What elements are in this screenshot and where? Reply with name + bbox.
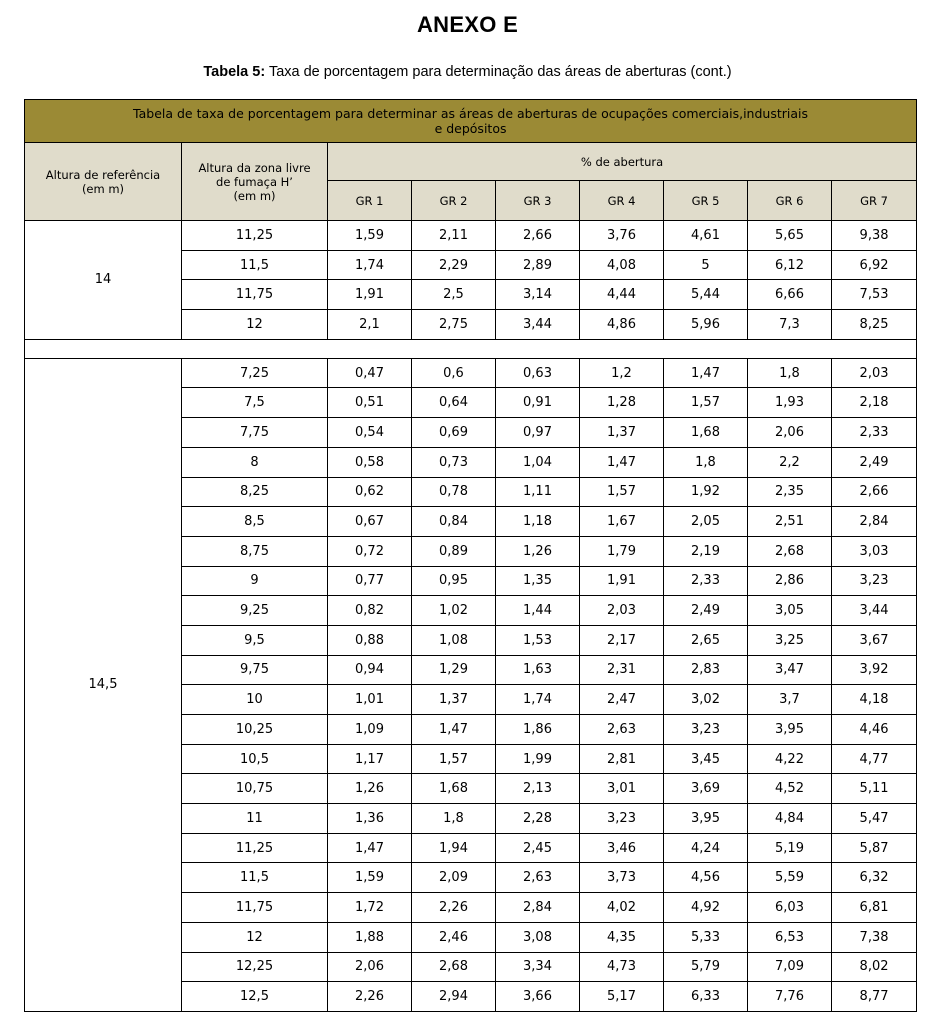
percent-cell-gr7: 8,02 <box>832 952 917 982</box>
header-group-3: GR 3 <box>496 181 580 221</box>
percent-cell-gr1: 2,26 <box>328 982 412 1012</box>
table-banner-line1: Tabela de taxa de porcentagem para determinar as áreas de aberturas de ocupações comerciais,industriais <box>133 106 809 121</box>
header-h-line1: Altura da zona livre <box>198 160 311 175</box>
percent-cell-gr3: 0,97 <box>496 418 580 448</box>
percent-cell-gr1: 2,06 <box>328 952 412 982</box>
percent-cell-gr3: 3,14 <box>496 280 580 310</box>
percent-cell-gr2: 1,68 <box>412 774 496 804</box>
percent-cell-gr4: 3,46 <box>580 833 664 863</box>
smoke-free-height-cell: 9 <box>182 566 328 596</box>
smoke-free-height-cell: 11,75 <box>182 893 328 923</box>
percent-cell-gr1: 2,1 <box>328 310 412 340</box>
percent-cell-gr5: 5,79 <box>664 952 748 982</box>
percent-cell-gr3: 3,08 <box>496 922 580 952</box>
percent-cell-gr2: 2,26 <box>412 893 496 923</box>
percent-cell-gr7: 2,18 <box>832 388 917 418</box>
percent-cell-gr6: 2,86 <box>748 566 832 596</box>
percent-cell-gr6: 7,09 <box>748 952 832 982</box>
percent-cell-gr2: 1,57 <box>412 744 496 774</box>
percent-cell-gr5: 1,57 <box>664 388 748 418</box>
smoke-free-height-cell: 7,5 <box>182 388 328 418</box>
percent-cell-gr2: 1,37 <box>412 685 496 715</box>
percent-cell-gr6: 2,68 <box>748 536 832 566</box>
percent-cell-gr3: 1,86 <box>496 715 580 745</box>
smoke-free-height-cell: 8,75 <box>182 536 328 566</box>
header-group-7: GR 7 <box>832 181 917 221</box>
percent-cell-gr7: 3,23 <box>832 566 917 596</box>
header-ref-line1: Altura de referência <box>45 167 161 182</box>
percent-cell-gr5: 4,61 <box>664 221 748 251</box>
table-caption-label: Tabela 5: <box>203 64 266 80</box>
percent-cell-gr5: 3,45 <box>664 744 748 774</box>
percent-cell-gr6: 6,03 <box>748 893 832 923</box>
percent-cell-gr4: 3,01 <box>580 774 664 804</box>
smoke-free-height-cell: 8,5 <box>182 507 328 537</box>
percent-cell-gr2: 2,94 <box>412 982 496 1012</box>
percent-cell-gr6: 6,12 <box>748 250 832 280</box>
percent-cell-gr5: 1,47 <box>664 358 748 388</box>
smoke-free-height-cell: 9,5 <box>182 625 328 655</box>
percent-cell-gr2: 0,95 <box>412 566 496 596</box>
group-separator-row <box>25 339 917 358</box>
header-group-5: GR 5 <box>664 181 748 221</box>
percent-cell-gr2: 2,5 <box>412 280 496 310</box>
percent-cell-gr6: 4,22 <box>748 744 832 774</box>
percent-cell-gr4: 1,2 <box>580 358 664 388</box>
percent-cell-gr2: 0,84 <box>412 507 496 537</box>
percent-cell-gr5: 2,05 <box>664 507 748 537</box>
percent-cell-gr4: 3,23 <box>580 804 664 834</box>
smoke-free-height-cell: 10,5 <box>182 744 328 774</box>
percent-cell-gr4: 4,35 <box>580 922 664 952</box>
opening-rate-table <box>24 99 917 1012</box>
percent-cell-gr6: 1,8 <box>748 358 832 388</box>
percent-cell-gr2: 1,29 <box>412 655 496 685</box>
percent-cell-gr2: 2,09 <box>412 863 496 893</box>
percent-cell-gr7: 2,49 <box>832 447 917 477</box>
percent-cell-gr6: 6,66 <box>748 280 832 310</box>
percent-cell-gr2: 1,08 <box>412 625 496 655</box>
percent-cell-gr6: 2,35 <box>748 477 832 507</box>
percent-cell-gr5: 4,24 <box>664 833 748 863</box>
percent-cell-gr7: 5,11 <box>832 774 917 804</box>
percent-cell-gr5: 3,02 <box>664 685 748 715</box>
percent-cell-gr4: 1,28 <box>580 388 664 418</box>
percent-cell-gr5: 2,83 <box>664 655 748 685</box>
percent-cell-gr1: 1,59 <box>328 221 412 251</box>
percent-cell-gr3: 1,11 <box>496 477 580 507</box>
percent-cell-gr7: 6,92 <box>832 250 917 280</box>
percent-cell-gr6: 3,25 <box>748 625 832 655</box>
percent-cell-gr1: 0,62 <box>328 477 412 507</box>
percent-cell-gr7: 7,53 <box>832 280 917 310</box>
percent-cell-gr5: 3,69 <box>664 774 748 804</box>
percent-cell-gr1: 0,88 <box>328 625 412 655</box>
percent-cell-gr5: 1,68 <box>664 418 748 448</box>
header-group-2: GR 2 <box>412 181 496 221</box>
percent-cell-gr5: 4,56 <box>664 863 748 893</box>
percent-cell-gr5: 5,44 <box>664 280 748 310</box>
percent-cell-gr2: 0,64 <box>412 388 496 418</box>
smoke-free-height-cell: 10,25 <box>182 715 328 745</box>
percent-cell-gr1: 1,17 <box>328 744 412 774</box>
percent-cell-gr6: 2,06 <box>748 418 832 448</box>
percent-cell-gr5: 1,92 <box>664 477 748 507</box>
smoke-free-height-cell: 10 <box>182 685 328 715</box>
smoke-free-height-cell: 8,25 <box>182 477 328 507</box>
smoke-free-height-cell: 11,75 <box>182 280 328 310</box>
percent-cell-gr7: 2,84 <box>832 507 917 537</box>
table-banner <box>25 100 917 143</box>
percent-cell-gr5: 2,49 <box>664 596 748 626</box>
percent-cell-gr6: 5,59 <box>748 863 832 893</box>
percent-cell-gr7: 3,03 <box>832 536 917 566</box>
percent-cell-gr6: 6,53 <box>748 922 832 952</box>
percent-cell-gr6: 2,51 <box>748 507 832 537</box>
percent-cell-gr2: 1,47 <box>412 715 496 745</box>
header-ref-line2: (em m) <box>81 181 125 196</box>
percent-cell-gr7: 4,18 <box>832 685 917 715</box>
percent-cell-gr3: 2,63 <box>496 863 580 893</box>
percent-cell-gr5: 2,65 <box>664 625 748 655</box>
percent-cell-gr2: 1,8 <box>412 804 496 834</box>
table-container <box>24 99 916 1012</box>
header-reference-height <box>25 143 182 221</box>
smoke-free-height-cell: 9,25 <box>182 596 328 626</box>
percent-cell-gr3: 2,89 <box>496 250 580 280</box>
percent-cell-gr7: 3,67 <box>832 625 917 655</box>
percent-cell-gr6: 1,93 <box>748 388 832 418</box>
percent-cell-gr4: 3,73 <box>580 863 664 893</box>
table-row <box>25 358 917 388</box>
percent-cell-gr4: 2,17 <box>580 625 664 655</box>
percent-cell-gr7: 9,38 <box>832 221 917 251</box>
smoke-free-height-cell: 12 <box>182 922 328 952</box>
percent-cell-gr1: 0,54 <box>328 418 412 448</box>
percent-cell-gr1: 1,59 <box>328 863 412 893</box>
percent-cell-gr6: 4,52 <box>748 774 832 804</box>
percent-cell-gr2: 0,89 <box>412 536 496 566</box>
smoke-free-height-cell: 7,75 <box>182 418 328 448</box>
percent-cell-gr4: 1,91 <box>580 566 664 596</box>
percent-cell-gr2: 2,68 <box>412 952 496 982</box>
table-row <box>25 221 917 251</box>
smoke-free-height-cell: 11,25 <box>182 833 328 863</box>
percent-cell-gr1: 1,36 <box>328 804 412 834</box>
percent-cell-gr7: 6,32 <box>832 863 917 893</box>
percent-cell-gr2: 2,29 <box>412 250 496 280</box>
percent-cell-gr3: 1,35 <box>496 566 580 596</box>
percent-cell-gr4: 5,17 <box>580 982 664 1012</box>
percent-cell-gr3: 1,99 <box>496 744 580 774</box>
percent-cell-gr7: 5,87 <box>832 833 917 863</box>
percent-cell-gr4: 4,73 <box>580 952 664 982</box>
percent-cell-gr7: 7,38 <box>832 922 917 952</box>
percent-cell-gr7: 2,66 <box>832 477 917 507</box>
percent-cell-gr5: 6,33 <box>664 982 748 1012</box>
percent-cell-gr1: 0,58 <box>328 447 412 477</box>
header-h-line3: (em m) <box>233 188 276 203</box>
percent-cell-gr4: 1,47 <box>580 447 664 477</box>
percent-cell-gr7: 4,77 <box>832 744 917 774</box>
percent-cell-gr3: 2,28 <box>496 804 580 834</box>
percent-cell-gr7: 3,92 <box>832 655 917 685</box>
percent-cell-gr1: 1,26 <box>328 774 412 804</box>
header-smoke-free-height <box>182 143 328 221</box>
table-banner-row <box>25 100 917 143</box>
percent-cell-gr7: 4,46 <box>832 715 917 745</box>
smoke-free-height-cell: 7,25 <box>182 358 328 388</box>
percent-cell-gr5: 2,33 <box>664 566 748 596</box>
group-separator <box>25 339 917 358</box>
percent-cell-gr7: 3,44 <box>832 596 917 626</box>
smoke-free-height-cell: 10,75 <box>182 774 328 804</box>
smoke-free-height-cell: 12,25 <box>182 952 328 982</box>
percent-cell-gr6: 2,2 <box>748 447 832 477</box>
percent-cell-gr3: 2,66 <box>496 221 580 251</box>
percent-cell-gr3: 1,26 <box>496 536 580 566</box>
percent-cell-gr5: 2,19 <box>664 536 748 566</box>
percent-cell-gr6: 3,47 <box>748 655 832 685</box>
header-h-line2: de fumaça H’ <box>216 174 293 189</box>
table-caption-text: Taxa de porcentagem para determinação das áreas de aberturas (cont.) <box>265 64 732 80</box>
percent-cell-gr4: 4,08 <box>580 250 664 280</box>
percent-cell-gr2: 1,02 <box>412 596 496 626</box>
percent-cell-gr4: 4,02 <box>580 893 664 923</box>
reference-height-cell: 14,5 <box>25 358 182 1011</box>
table-banner-line2: e depósitos <box>434 121 507 136</box>
percent-cell-gr4: 2,03 <box>580 596 664 626</box>
percent-cell-gr1: 0,82 <box>328 596 412 626</box>
percent-cell-gr1: 1,47 <box>328 833 412 863</box>
percent-cell-gr4: 1,67 <box>580 507 664 537</box>
percent-cell-gr2: 0,6 <box>412 358 496 388</box>
percent-cell-gr3: 2,45 <box>496 833 580 863</box>
percent-cell-gr6: 7,3 <box>748 310 832 340</box>
percent-cell-gr1: 1,09 <box>328 715 412 745</box>
header-group-6: GR 6 <box>748 181 832 221</box>
percent-cell-gr3: 2,84 <box>496 893 580 923</box>
percent-cell-gr4: 2,63 <box>580 715 664 745</box>
percent-cell-gr2: 0,73 <box>412 447 496 477</box>
percent-cell-gr4: 1,57 <box>580 477 664 507</box>
percent-cell-gr3: 3,66 <box>496 982 580 1012</box>
percent-cell-gr3: 0,63 <box>496 358 580 388</box>
percent-cell-gr2: 0,78 <box>412 477 496 507</box>
percent-cell-gr3: 3,34 <box>496 952 580 982</box>
percent-cell-gr3: 1,53 <box>496 625 580 655</box>
percent-cell-gr6: 5,19 <box>748 833 832 863</box>
percent-cell-gr1: 1,74 <box>328 250 412 280</box>
header-group-1: GR 1 <box>328 181 412 221</box>
percent-cell-gr2: 2,46 <box>412 922 496 952</box>
percent-cell-gr7: 8,77 <box>832 982 917 1012</box>
percent-cell-gr6: 7,76 <box>748 982 832 1012</box>
percent-cell-gr7: 8,25 <box>832 310 917 340</box>
percent-cell-gr1: 1,91 <box>328 280 412 310</box>
header-percent-opening: % de abertura <box>328 143 917 181</box>
percent-cell-gr3: 0,91 <box>496 388 580 418</box>
percent-cell-gr2: 2,11 <box>412 221 496 251</box>
percent-cell-gr5: 5 <box>664 250 748 280</box>
percent-cell-gr7: 6,81 <box>832 893 917 923</box>
percent-cell-gr4: 4,44 <box>580 280 664 310</box>
percent-cell-gr7: 5,47 <box>832 804 917 834</box>
smoke-free-height-cell: 8 <box>182 447 328 477</box>
smoke-free-height-cell: 11 <box>182 804 328 834</box>
smoke-free-height-cell: 12,5 <box>182 982 328 1012</box>
percent-cell-gr5: 5,33 <box>664 922 748 952</box>
smoke-free-height-cell: 9,75 <box>182 655 328 685</box>
percent-cell-gr5: 1,8 <box>664 447 748 477</box>
percent-cell-gr2: 1,94 <box>412 833 496 863</box>
percent-cell-gr4: 4,86 <box>580 310 664 340</box>
percent-cell-gr4: 3,76 <box>580 221 664 251</box>
percent-cell-gr6: 3,95 <box>748 715 832 745</box>
percent-cell-gr1: 0,77 <box>328 566 412 596</box>
percent-cell-gr7: 2,33 <box>832 418 917 448</box>
percent-cell-gr1: 0,51 <box>328 388 412 418</box>
smoke-free-height-cell: 11,25 <box>182 221 328 251</box>
percent-cell-gr3: 2,13 <box>496 774 580 804</box>
percent-cell-gr2: 0,69 <box>412 418 496 448</box>
percent-cell-gr1: 0,67 <box>328 507 412 537</box>
percent-cell-gr1: 0,72 <box>328 536 412 566</box>
percent-cell-gr3: 1,63 <box>496 655 580 685</box>
reference-height-cell: 14 <box>25 221 182 340</box>
percent-cell-gr1: 1,01 <box>328 685 412 715</box>
header-row <box>25 143 917 181</box>
table-caption <box>0 64 935 80</box>
smoke-free-height-cell: 11,5 <box>182 250 328 280</box>
percent-cell-gr6: 3,05 <box>748 596 832 626</box>
percent-cell-gr3: 1,44 <box>496 596 580 626</box>
percent-cell-gr4: 2,81 <box>580 744 664 774</box>
percent-cell-gr5: 3,95 <box>664 804 748 834</box>
percent-cell-gr3: 1,18 <box>496 507 580 537</box>
percent-cell-gr3: 1,74 <box>496 685 580 715</box>
percent-cell-gr6: 4,84 <box>748 804 832 834</box>
percent-cell-gr7: 2,03 <box>832 358 917 388</box>
percent-cell-gr4: 1,37 <box>580 418 664 448</box>
page-title: ANEXO E <box>416 12 519 37</box>
percent-cell-gr1: 1,72 <box>328 893 412 923</box>
percent-cell-gr6: 3,7 <box>748 685 832 715</box>
table-body <box>25 221 917 1012</box>
percent-cell-gr1: 0,47 <box>328 358 412 388</box>
header-group-4: GR 4 <box>580 181 664 221</box>
percent-cell-gr5: 4,92 <box>664 893 748 923</box>
percent-cell-gr3: 1,04 <box>496 447 580 477</box>
percent-cell-gr6: 5,65 <box>748 221 832 251</box>
smoke-free-height-cell: 11,5 <box>182 863 328 893</box>
percent-cell-gr5: 5,96 <box>664 310 748 340</box>
percent-cell-gr1: 1,88 <box>328 922 412 952</box>
percent-cell-gr3: 3,44 <box>496 310 580 340</box>
percent-cell-gr2: 2,75 <box>412 310 496 340</box>
percent-cell-gr4: 2,31 <box>580 655 664 685</box>
smoke-free-height-cell: 12 <box>182 310 328 340</box>
percent-cell-gr5: 3,23 <box>664 715 748 745</box>
percent-cell-gr4: 1,79 <box>580 536 664 566</box>
percent-cell-gr4: 2,47 <box>580 685 664 715</box>
percent-cell-gr1: 0,94 <box>328 655 412 685</box>
